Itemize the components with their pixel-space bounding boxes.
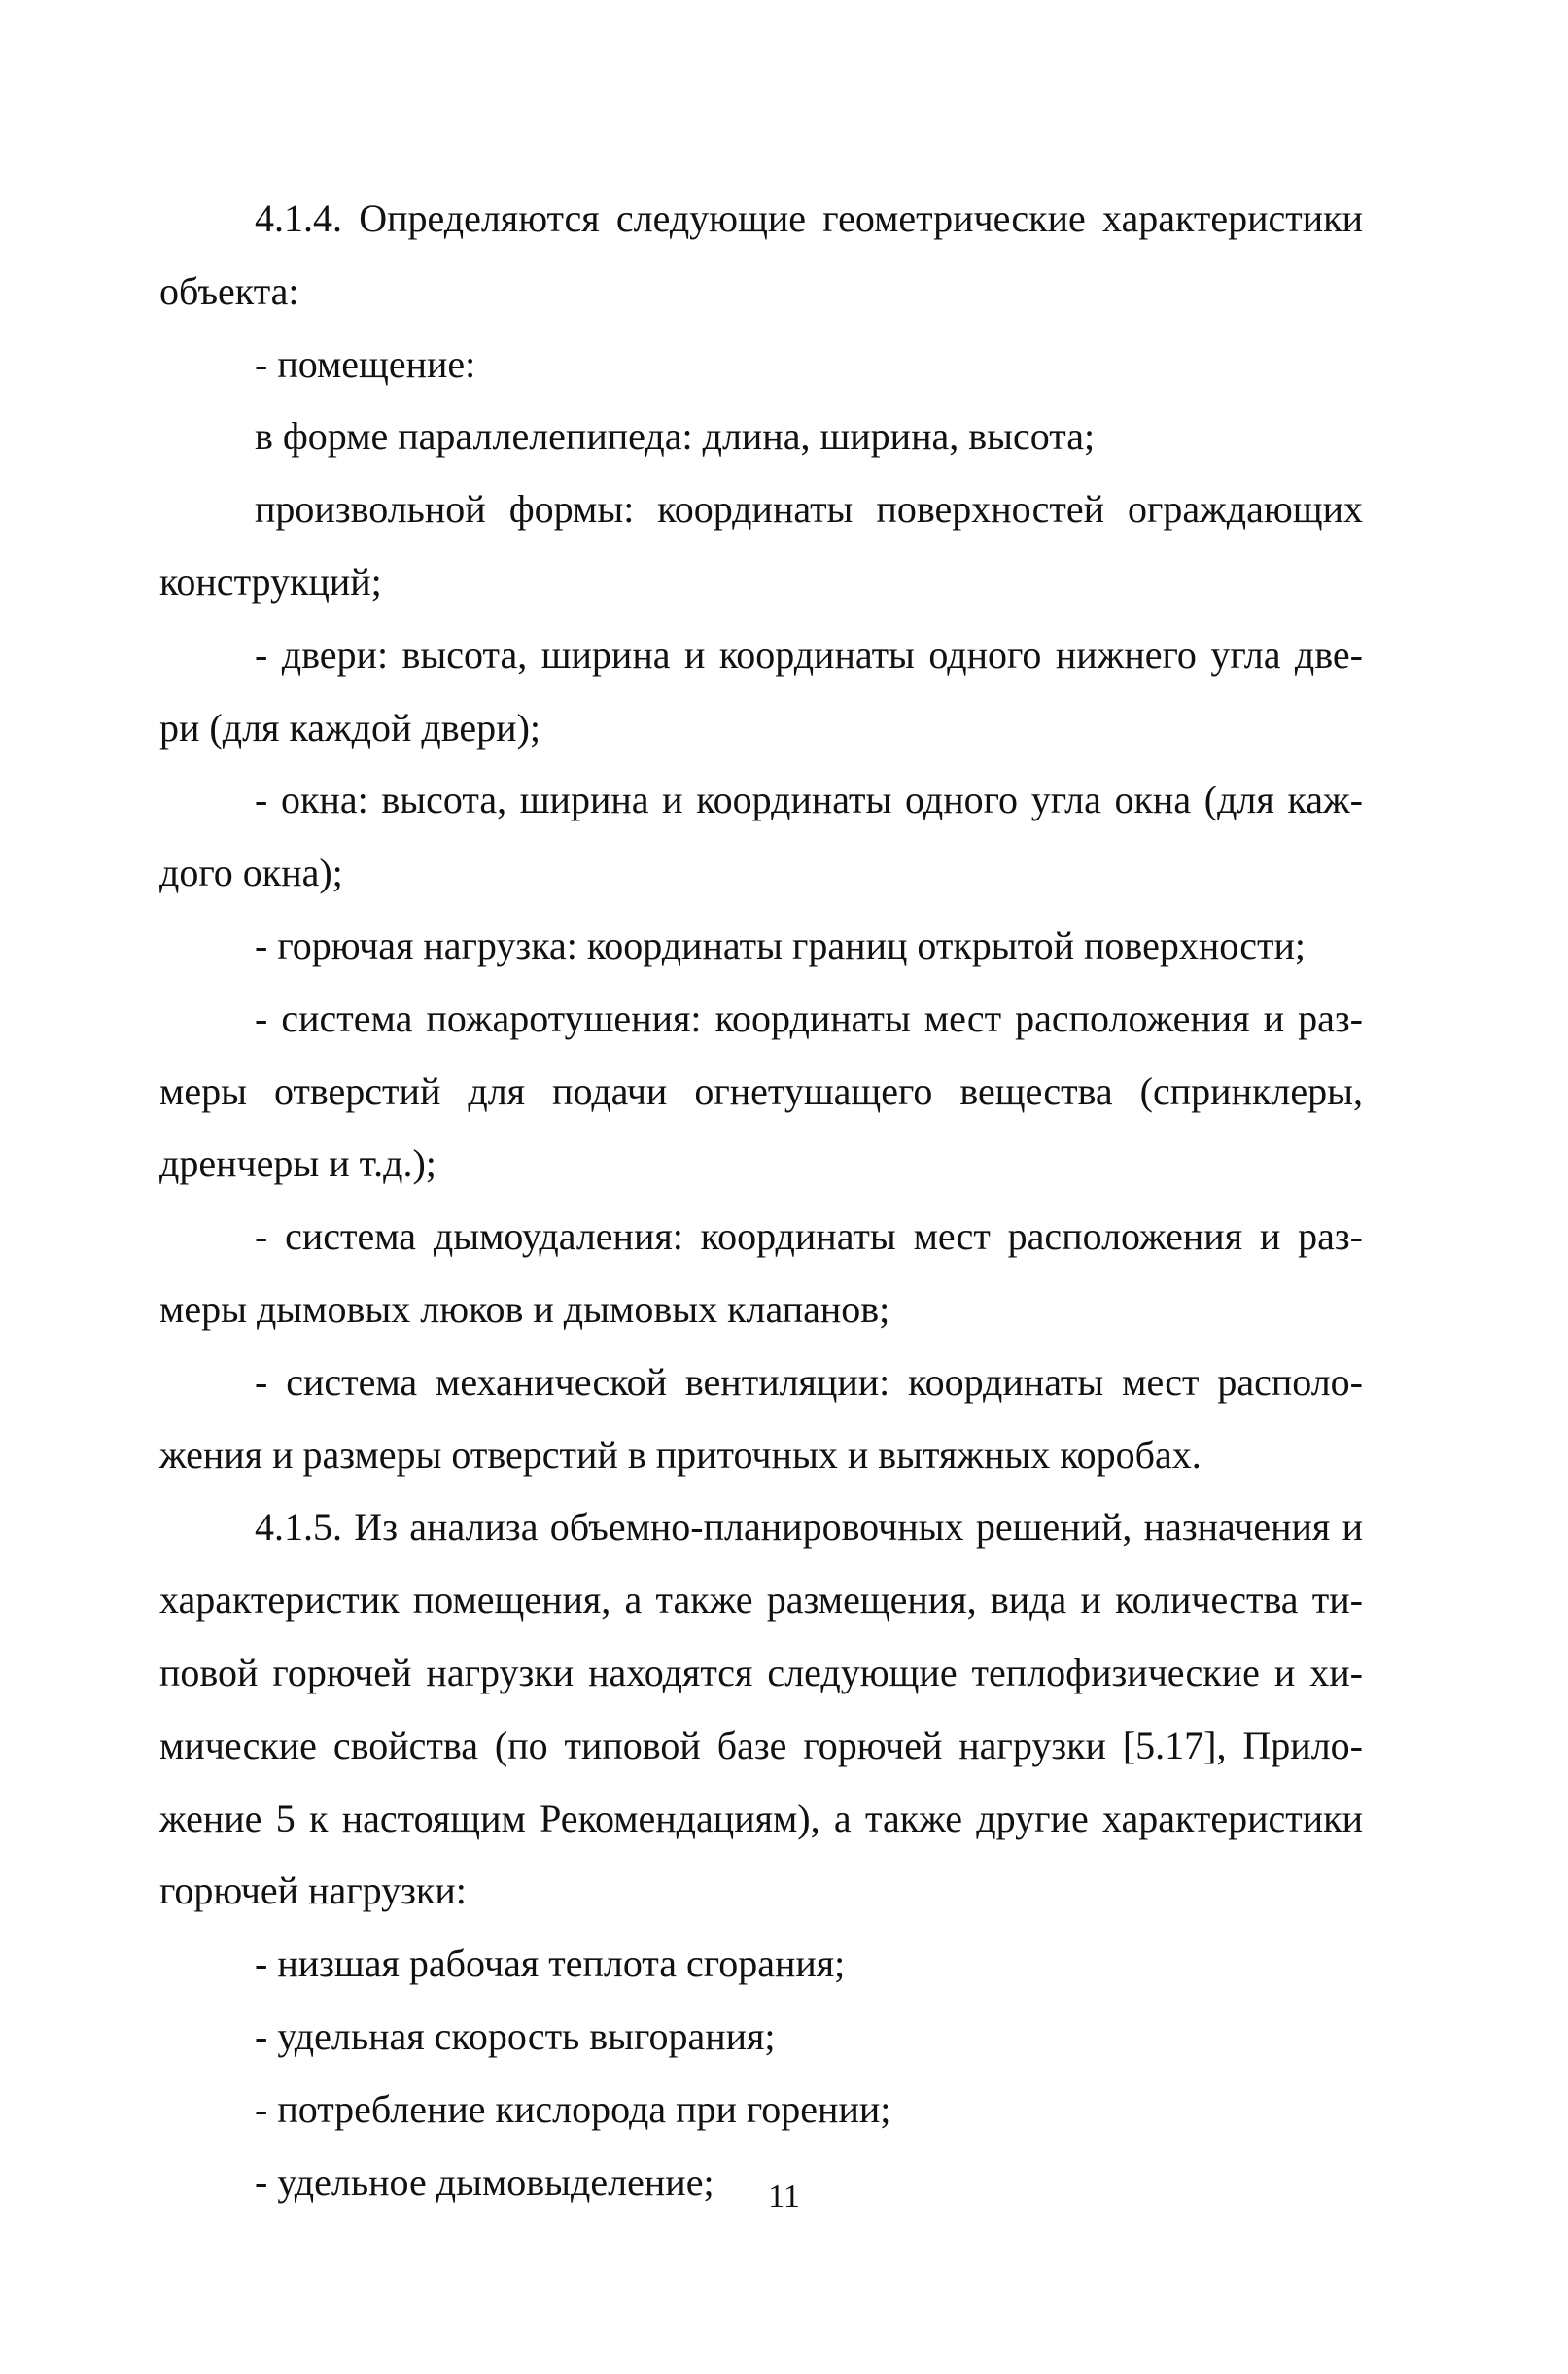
text-line: - двери: высота, ширина и координаты одного нижнего угла две- <box>255 632 1363 677</box>
text-line: характеристик помещения, а также размещения, вида и количества ти- <box>159 1578 1363 1623</box>
text-line: дренчеры и т.д.); <box>159 1141 436 1186</box>
text-line: произвольной формы: координаты поверхностей ограждающих <box>255 487 1363 532</box>
text-line: - горючая нагрузка: координаты границ открытой поверхности; <box>255 923 1306 967</box>
body-text <box>159 183 1363 2218</box>
text-line: - удельное дымовыделение; <box>255 2159 714 2204</box>
text-line: конструкций; <box>159 559 382 604</box>
text-line: жение 5 к настоящим Рекомендациям), а также другие характеристики <box>159 1796 1363 1840</box>
text-line: - система дымоудаления: координаты мест расположения и раз- <box>255 1214 1363 1259</box>
text-line: - потребление кислорода при горении; <box>255 2086 891 2131</box>
text-line: объекта: <box>159 268 299 313</box>
page-number: 11 <box>768 2179 800 2215</box>
text-line: жения и размеры отверстий в приточных и вытяжных коробах. <box>159 1432 1202 1477</box>
text-line: - помещение: <box>255 341 476 386</box>
text-line: в форме параллелепипеда: длина, ширина, высота; <box>255 414 1096 459</box>
text-line: - удельная скорость выгорания; <box>255 2013 776 2058</box>
text-line: 4.1.4. Определяются следующие геометрические характеристики <box>255 196 1363 240</box>
text-line: мические свойства (по типовой базе горючей нагрузки [5.17], Прило- <box>159 1723 1363 1767</box>
text-line: меры отверстий для подачи огнетушащего вещества (спринклеры, <box>159 1068 1363 1113</box>
text-line: горючей нагрузки: <box>159 1868 467 1913</box>
text-line: - система механической вентиляции: координаты мест располо- <box>255 1359 1363 1404</box>
text-line: меры дымовых люков и дымовых клапанов; <box>159 1286 890 1331</box>
text-line: 4.1.5. Из анализа объемно-планировочных решений, назначения и <box>255 1505 1363 1550</box>
text-line: дого окна); <box>159 851 343 895</box>
text-line: - система пожаротушения: координаты мест расположения и раз- <box>255 995 1363 1040</box>
text-line: - окна: высота, ширина и координаты одного угла окна (для каж- <box>255 778 1363 822</box>
text-line: ри (для каждой двери); <box>159 705 541 750</box>
text-line: повой горючей нагрузки находятся следующие теплофизические и хи- <box>159 1650 1363 1694</box>
text-line: - низшая рабочая теплота сгорания; <box>255 1941 846 1986</box>
